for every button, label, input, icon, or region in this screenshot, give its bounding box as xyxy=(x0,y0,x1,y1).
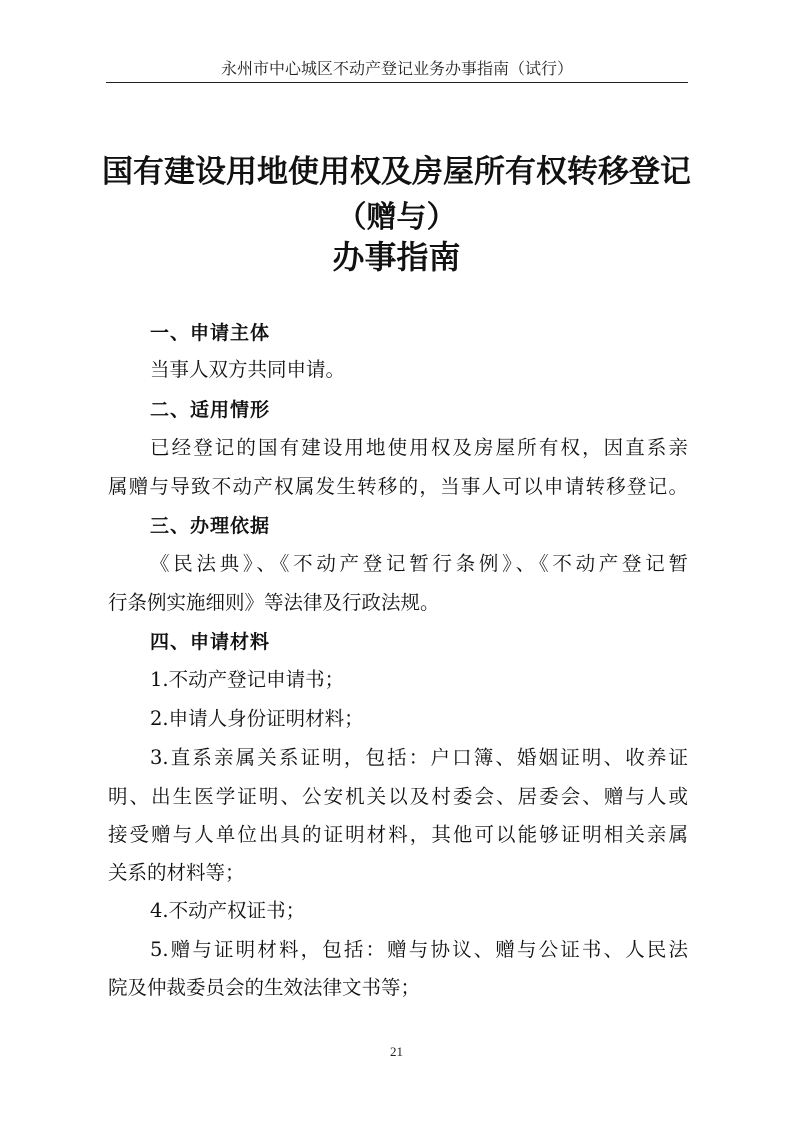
list-item-continuation: 关系的材料等； xyxy=(108,861,245,884)
running-header: 永州市中心城区不动产登记业务办事指南（试行） xyxy=(220,59,573,78)
paragraph-line: 行条例实施细则》等法律及行政法规。 xyxy=(108,591,440,614)
list-item-continuation: 院及仲裁委员会的生效法律文书等； xyxy=(108,976,421,999)
paragraph-line: 《民法典》、《不动产登记暂行条例》、《不动产登记暂 xyxy=(150,552,688,575)
list-item: 2.申请人身份证明材料； xyxy=(150,707,364,730)
document-subtitle: （赠与） xyxy=(336,200,457,235)
header-rule xyxy=(106,82,688,83)
page-number: 21 xyxy=(390,1044,403,1059)
list-item: 5.赠与证明材料，包括：赠与协议、赠与公证书、人民法 xyxy=(150,938,688,961)
section-heading-scope: 二、适用情形 xyxy=(150,399,271,421)
section-heading-applicant: 一、申请主体 xyxy=(150,322,271,344)
section-heading-materials: 四、申请材料 xyxy=(150,631,271,653)
list-item: 3.直系亲属关系证明，包括：户口簿、婚姻证明、收养证 xyxy=(150,746,688,769)
paragraph-line: 属赠与导致不动产权属发生转移的，当事人可以申请转移登记。 xyxy=(108,475,688,498)
list-item: 4.不动产权证书； xyxy=(150,899,306,922)
document-title: 国有建设用地使用权及房屋所有权转移登记 xyxy=(102,154,691,190)
document-title-guide: 办事指南 xyxy=(332,238,461,276)
list-item-continuation: 接受赠与人单位出具的证明材料，其他可以能够证明相关亲属 xyxy=(108,823,688,846)
section-heading-legal-basis: 三、办理依据 xyxy=(150,515,271,537)
list-item: 1.不动产登记申请书； xyxy=(150,668,345,691)
list-item-continuation: 明、出生医学证明、公安机关以及村委会、居委会、赠与人或 xyxy=(108,785,688,808)
paragraph-line: 已经登记的国有建设用地使用权及房屋所有权，因直系亲 xyxy=(150,436,688,459)
paragraph-line: 当事人双方共同申请。 xyxy=(150,358,346,381)
